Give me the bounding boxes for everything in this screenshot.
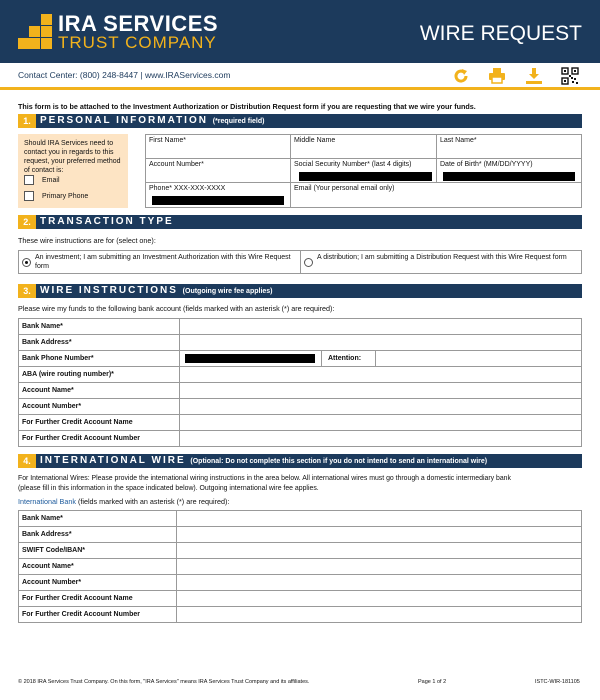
section-transaction-type bbox=[18, 215, 582, 229]
ssn-field[interactable]: Social Security Number* (last 4 digits) bbox=[291, 159, 437, 183]
phone-field[interactable]: Phone* XXX-XXX-XXXX bbox=[146, 183, 291, 207]
contact-question: Should IRA Services need to contact you in regards to this request, your preferred method of contact is: bbox=[24, 140, 121, 174]
qr-code-icon[interactable] bbox=[561, 67, 579, 85]
contact-preference-box bbox=[18, 134, 128, 208]
table-row[interactable]: Bank Address* bbox=[19, 335, 582, 351]
international-wire-table bbox=[18, 510, 582, 623]
section-number: 3. bbox=[18, 284, 36, 298]
brand-subname: TRUST COMPANY bbox=[58, 33, 217, 52]
dob-field[interactable]: Date of Birth* (MM/DD/YYYY) bbox=[437, 159, 581, 183]
section-international-wire bbox=[18, 454, 582, 468]
distribution-option-label: A distribution; I am submitting a Distribution Request with this Wire Request form bbox=[317, 254, 567, 261]
redacted-value bbox=[152, 196, 284, 205]
document-title: WIRE REQUEST bbox=[419, 22, 582, 45]
contact-bar bbox=[0, 63, 600, 90]
footer-copyright: © 2018 IRA Services Trust Company. On this form, "IRA Services" means IRA Services Trust Company and its affiliates. bbox=[18, 679, 310, 685]
section-number: 1. bbox=[18, 114, 36, 128]
header bbox=[0, 0, 600, 63]
table-row[interactable]: Bank Phone Number* Attention: bbox=[19, 351, 582, 367]
transaction-prompt: These wire instructions are for (select one): bbox=[18, 236, 156, 245]
section-wire-instructions bbox=[18, 284, 582, 298]
table-row[interactable]: For Further Credit Account Number bbox=[19, 607, 582, 623]
investment-option[interactable] bbox=[18, 250, 301, 274]
section-title: INTERNATIONAL WIRE (Optional: Do not complete this section if you do not intend to send an international wire) bbox=[40, 455, 488, 466]
table-row[interactable]: Account Name* bbox=[19, 559, 582, 575]
intro-text: This form is to be attached to the Investment Authorization or Distribution Request form if you are requesting that we wire your funds. bbox=[18, 102, 476, 111]
email-checkbox[interactable] bbox=[24, 175, 34, 185]
first-name-field[interactable]: First Name* bbox=[146, 135, 291, 159]
section-title: WIRE INSTRUCTIONS (Outgoing wire fee applies) bbox=[40, 285, 273, 296]
email-field[interactable]: Email (Your personal email only) bbox=[294, 185, 395, 192]
table-row[interactable]: For Further Credit Account Name bbox=[19, 415, 582, 431]
logo-icon bbox=[18, 14, 52, 50]
investment-radio[interactable] bbox=[22, 258, 31, 267]
primary-phone-checkbox[interactable] bbox=[24, 191, 34, 201]
contact-info: Contact Center: (800) 248-8447 | www.IRAServices.com bbox=[18, 70, 231, 80]
table-row[interactable]: ABA (wire routing number)* bbox=[19, 367, 582, 383]
print-icon[interactable] bbox=[488, 67, 506, 85]
investment-option-label: An investment; I am submitting an Investment Authorization with this Wire Request form bbox=[35, 254, 291, 270]
last-name-field[interactable]: Last Name* bbox=[437, 135, 581, 159]
distribution-option[interactable] bbox=[301, 250, 582, 274]
international-note-1: For International Wires: Please provide the international wiring instructions in the area below. All international wires must go through a domestic intermediary bank bbox=[18, 475, 511, 482]
section-title: TRANSACTION TYPE bbox=[40, 216, 174, 227]
attention-label: Attention: bbox=[328, 355, 362, 362]
table-row[interactable]: Account Number* bbox=[19, 575, 582, 591]
personal-info-grid bbox=[145, 134, 582, 208]
table-row[interactable]: For Further Credit Account Number bbox=[19, 431, 582, 447]
section-title: PERSONAL INFORMATION (*required field) bbox=[40, 115, 265, 126]
brand-name: IRA SERVICES bbox=[58, 11, 219, 36]
table-row[interactable]: Bank Address* bbox=[19, 527, 582, 543]
table-row[interactable]: For Further Credit Account Name bbox=[19, 591, 582, 607]
wire-instructions-table bbox=[18, 318, 582, 447]
section-personal-information bbox=[18, 114, 582, 128]
table-row[interactable]: Account Number* bbox=[19, 399, 582, 415]
international-bank-heading: International Bank (fields marked with an asterisk (*) are required): bbox=[18, 497, 230, 506]
table-row[interactable]: Bank Name* bbox=[19, 319, 582, 335]
table-row[interactable]: Bank Name* bbox=[19, 511, 582, 527]
section-number: 2. bbox=[18, 215, 36, 229]
download-icon[interactable] bbox=[525, 67, 543, 85]
refresh-icon[interactable] bbox=[452, 67, 470, 85]
section-number: 4. bbox=[18, 454, 36, 468]
wire-prompt: Please wire my funds to the following bank account (fields marked with an asterisk (*) are required): bbox=[18, 304, 335, 313]
international-note-2: (please fill in this information in the space indicated below). Outgoing international wire fee applies. bbox=[18, 485, 319, 492]
email-option-label: Email bbox=[42, 177, 60, 184]
redacted-value bbox=[443, 172, 575, 181]
account-number-field[interactable]: Account Number* bbox=[146, 159, 291, 183]
middle-name-field[interactable]: Middle Name bbox=[291, 135, 437, 159]
distribution-radio[interactable] bbox=[304, 258, 313, 267]
footer-page: Page 1 of 2 bbox=[418, 679, 447, 685]
primary-phone-option-label: Primary Phone bbox=[42, 193, 89, 200]
footer-code: ISTC-WIR-181105 bbox=[535, 679, 580, 685]
table-row[interactable]: Account Name* bbox=[19, 383, 582, 399]
redacted-value bbox=[185, 354, 315, 363]
redacted-value bbox=[299, 172, 432, 181]
table-row[interactable]: SWIFT Code/IBAN* bbox=[19, 543, 582, 559]
